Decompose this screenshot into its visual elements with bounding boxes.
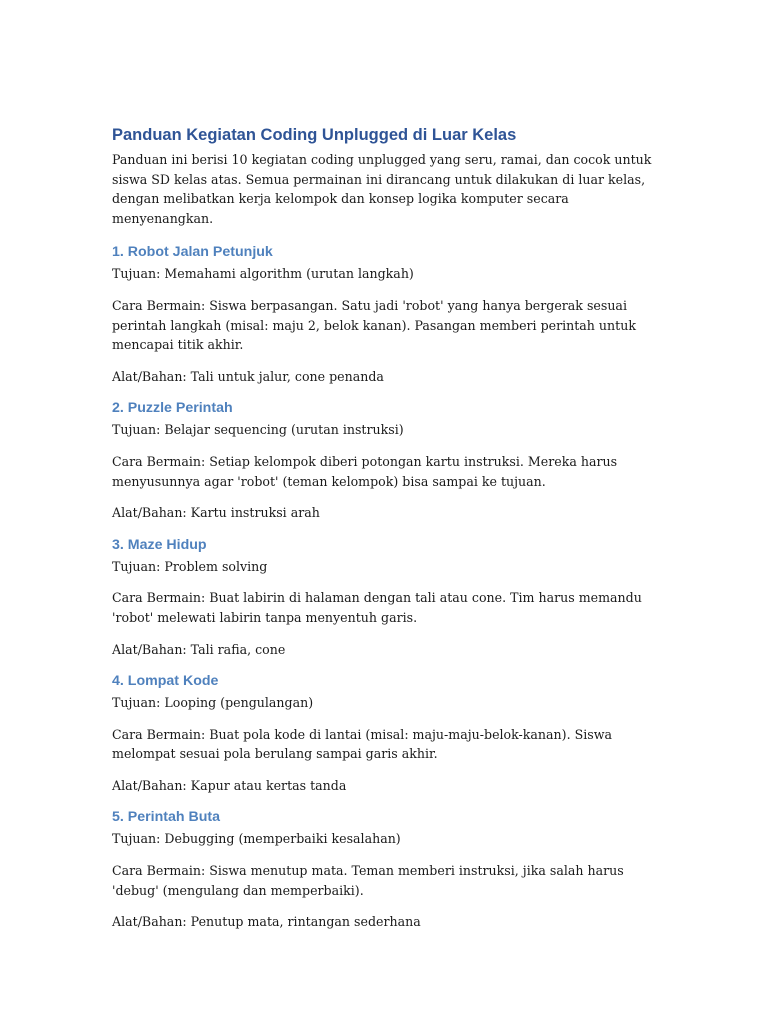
activity-tujuan: Tujuan: Belajar sequencing (urutan instruksi) — [112, 422, 404, 438]
activity-cara-bermain: Cara Bermain: Siswa berpasangan. Satu jadi 'robot' yang hanya bergerak sesuai perintah langkah (misal: maju 2, belok kanan). Pasangan memberi perintah untuk mencapai titik akhir. — [112, 297, 636, 353]
document-page — [112, 124, 652, 944]
activity-cara-bermain: Cara Bermain: Siswa menutup mata. Teman memberi instruksi, jika salah harus 'debug' (mengulang dan memperbaiki). — [112, 863, 624, 898]
activity-cara-bermain: Cara Bermain: Buat labirin di halaman dengan tali atau cone. Tim harus memandu 'robot' melewati labirin tanpa menyentuh garis. — [112, 590, 642, 625]
activity-heading: 2. Puzzle Perintah — [112, 400, 233, 417]
activity-tujuan: Tujuan: Problem solving — [112, 558, 268, 574]
activity-alat-bahan: Alat/Bahan: Tali untuk jalur, cone penanda — [112, 368, 384, 384]
activity-alat-bahan: Alat/Bahan: Penutup mata, rintangan sederhana — [112, 914, 421, 930]
activity-tujuan: Tujuan: Memahami algorithm (urutan langkah) — [112, 266, 414, 282]
activity-alat-bahan: Alat/Bahan: Kapur atau kertas tanda — [112, 777, 347, 793]
activity-heading: 3. Maze Hidup — [112, 536, 207, 553]
activity-tujuan: Tujuan: Looping (pengulangan) — [112, 695, 314, 711]
activity-alat-bahan: Alat/Bahan: Tali rafia, cone — [112, 641, 286, 657]
activity-section — [112, 398, 652, 522]
activity-section — [112, 671, 652, 795]
activity-heading: 5. Perintah Buta — [112, 809, 221, 826]
activity-heading: 1. Robot Jalan Petunjuk — [112, 244, 273, 261]
activity-section — [112, 535, 652, 659]
activity-cara-bermain: Cara Bermain: Setiap kelompok diberi potongan kartu instruksi. Mereka harus menyusunnya agar 'robot' (teman kelompok) bisa sampai ke tujuan. — [112, 453, 618, 489]
activity-heading: 4. Lompat Kode — [112, 673, 219, 690]
activity-section — [112, 807, 652, 931]
activity-section — [112, 242, 652, 386]
activity-tujuan: Tujuan: Debugging (memperbaiki kesalahan) — [112, 831, 401, 847]
intro-paragraph: Panduan ini berisi 10 kegiatan coding unplugged yang seru, ramai, dan cocok untuk siswa SD kelas atas. Semua permainan ini dirancang untuk dilakukan di luar kelas, dengan melibatkan kerja kelompok dan konsep logika komputer secara menyenangkan. — [112, 152, 652, 226]
activity-cara-bermain: Cara Bermain: Buat pola kode di lantai (misal: maju-maju-belok-kanan). Siswa melompat sesuai pola berulang sampai garis akhir. — [112, 726, 612, 762]
activity-alat-bahan: Alat/Bahan: Kartu instruksi arah — [112, 505, 320, 521]
document-title: Panduan Kegiatan Coding Unplugged di Luar Kelas — [112, 126, 517, 144]
